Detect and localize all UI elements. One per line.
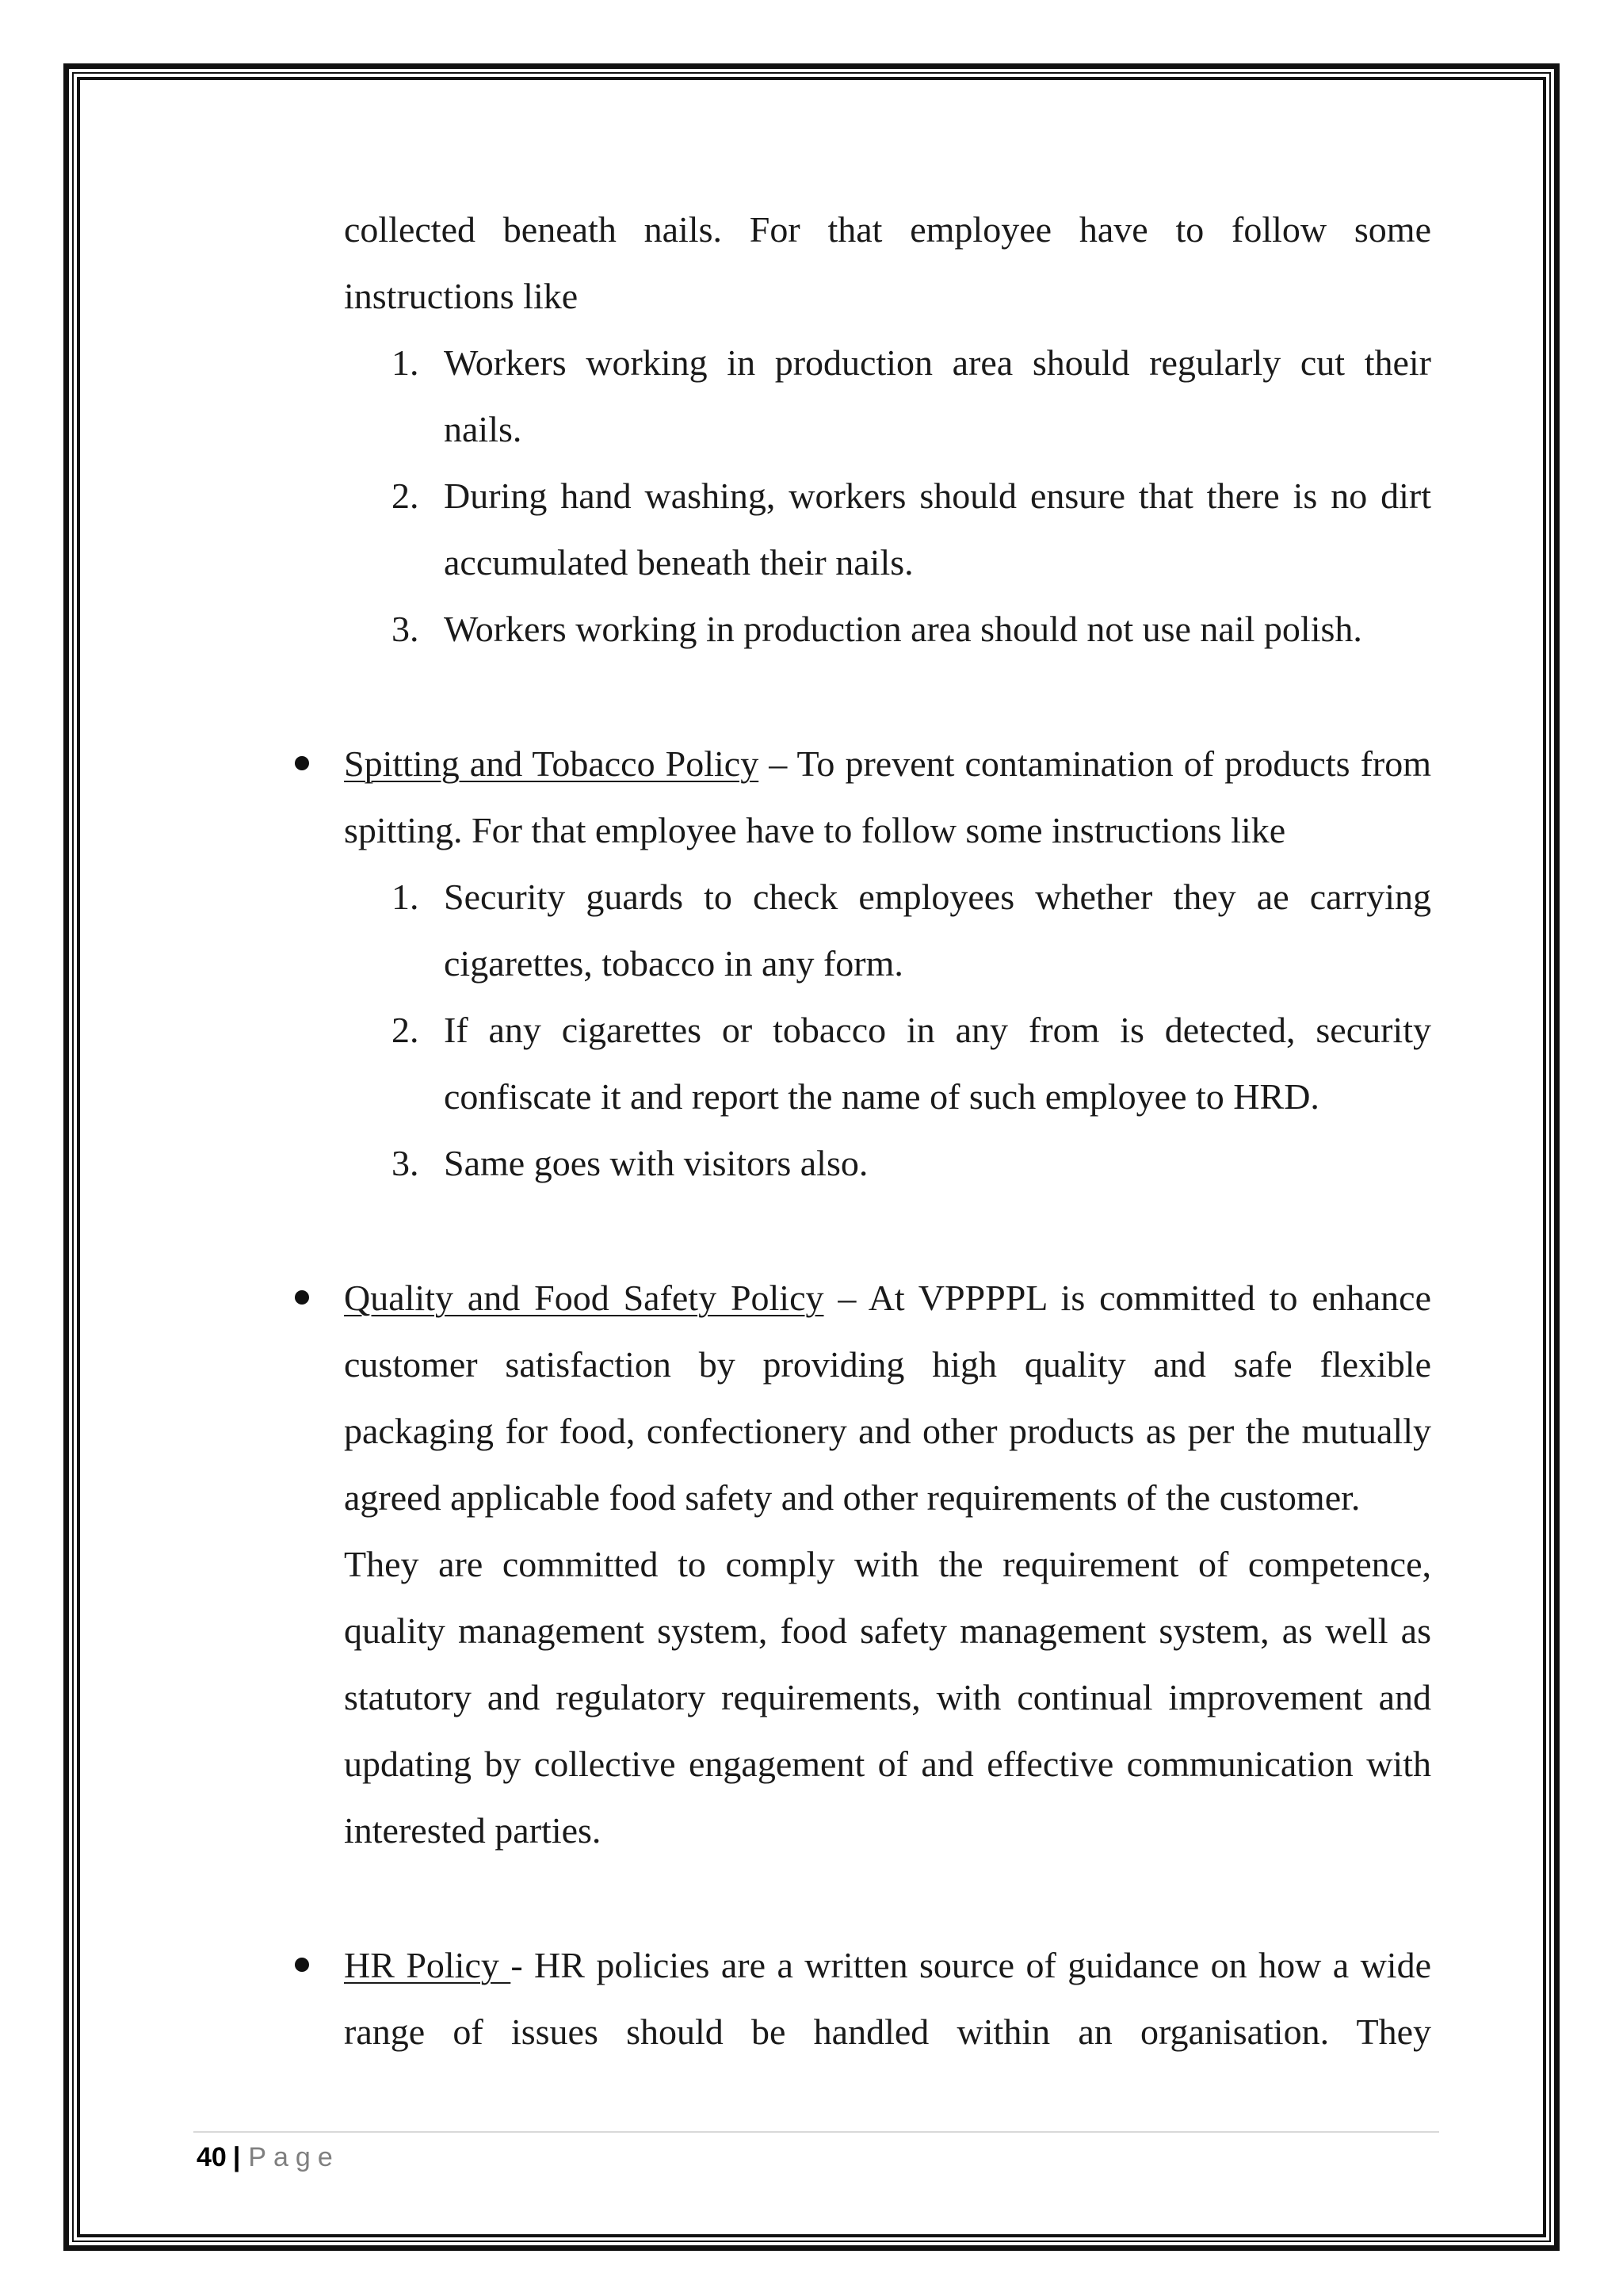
list-item-text: Workers working in production area should not use nail polish.	[444, 609, 1362, 649]
list-item	[344, 330, 1431, 463]
list-number: 2.	[391, 1010, 419, 1050]
hr-policy-desc: - HR policies are a written source of guidance on how a wide range of issues should be handled within an organisation. They	[344, 1945, 1431, 2052]
spitting-policy-paragraph	[344, 731, 1431, 864]
bullet-icon	[295, 756, 309, 770]
list-item	[344, 1130, 1431, 1197]
list-item	[344, 463, 1431, 596]
spitting-steps-list	[344, 864, 1431, 1197]
page-label: Page	[248, 2142, 340, 2172]
spitting-policy-title: Spitting and Tobacco Policy	[344, 743, 759, 784]
quality-policy-section	[344, 1265, 1431, 1864]
quality-policy-desc: – At VPPPPL is committed to enhance customer satisfaction by providing high quality and safe flexible packaging for food, confectionery and other products as per the mutually agreed applicable food safety and other requirements of the customer.	[344, 1278, 1431, 1518]
page-footer	[197, 2140, 340, 2175]
list-number: 3.	[391, 1143, 419, 1183]
spitting-policy-section	[344, 731, 1431, 1197]
list-number: 3.	[391, 609, 419, 649]
list-item-text: Same goes with visitors also.	[444, 1143, 869, 1183]
bullet-icon	[295, 1290, 309, 1305]
list-item	[344, 864, 1431, 997]
footer-separator: |	[232, 2142, 241, 2172]
list-item-text: Workers working in production area should regularly cut their nails.	[444, 342, 1431, 449]
list-number: 2.	[391, 476, 419, 516]
hr-policy-section	[344, 1932, 1431, 2065]
list-item	[344, 596, 1431, 663]
footer-divider	[193, 2131, 1439, 2133]
quality-policy-title: Quality and Food Safety Policy	[344, 1278, 824, 1318]
list-item-text: Security guards to check employees whether they ae carrying cigarettes, tobacco in any form.	[444, 877, 1431, 984]
list-item-text: During hand washing, workers should ensure that there is no dirt accumulated beneath their nails.	[444, 476, 1431, 583]
page-content	[344, 197, 1431, 2065]
list-item-text: If any cigarettes or tobacco in any from is detected, security confiscate it and report the name of such employee to HRD.	[444, 1010, 1431, 1117]
hr-policy-title: HR Policy	[344, 1945, 511, 1985]
quality-policy-paragraph-2: They are committed to comply with the requirement of competence, quality management system, food safety management system, as well as statutory and regulatory requirements, with continual improvement and updating by collective engagement of and effective communication with interested parties.	[344, 1544, 1431, 1851]
quality-policy-paragraph	[344, 1265, 1431, 1531]
page-number: 40	[197, 2142, 227, 2172]
nail-steps-list	[344, 330, 1431, 663]
list-item	[344, 997, 1431, 1130]
bullet-icon	[295, 1958, 309, 1972]
intro-lead: collected beneath nails. For that employee have to follow some instructions like	[344, 209, 1431, 316]
hr-policy-paragraph	[344, 1932, 1431, 2065]
spitting-policy-desc: – To prevent contamination of products from spitting. For that employee have to follow some instructions like	[344, 743, 1431, 850]
list-number: 1.	[391, 342, 419, 383]
list-number: 1.	[391, 877, 419, 917]
